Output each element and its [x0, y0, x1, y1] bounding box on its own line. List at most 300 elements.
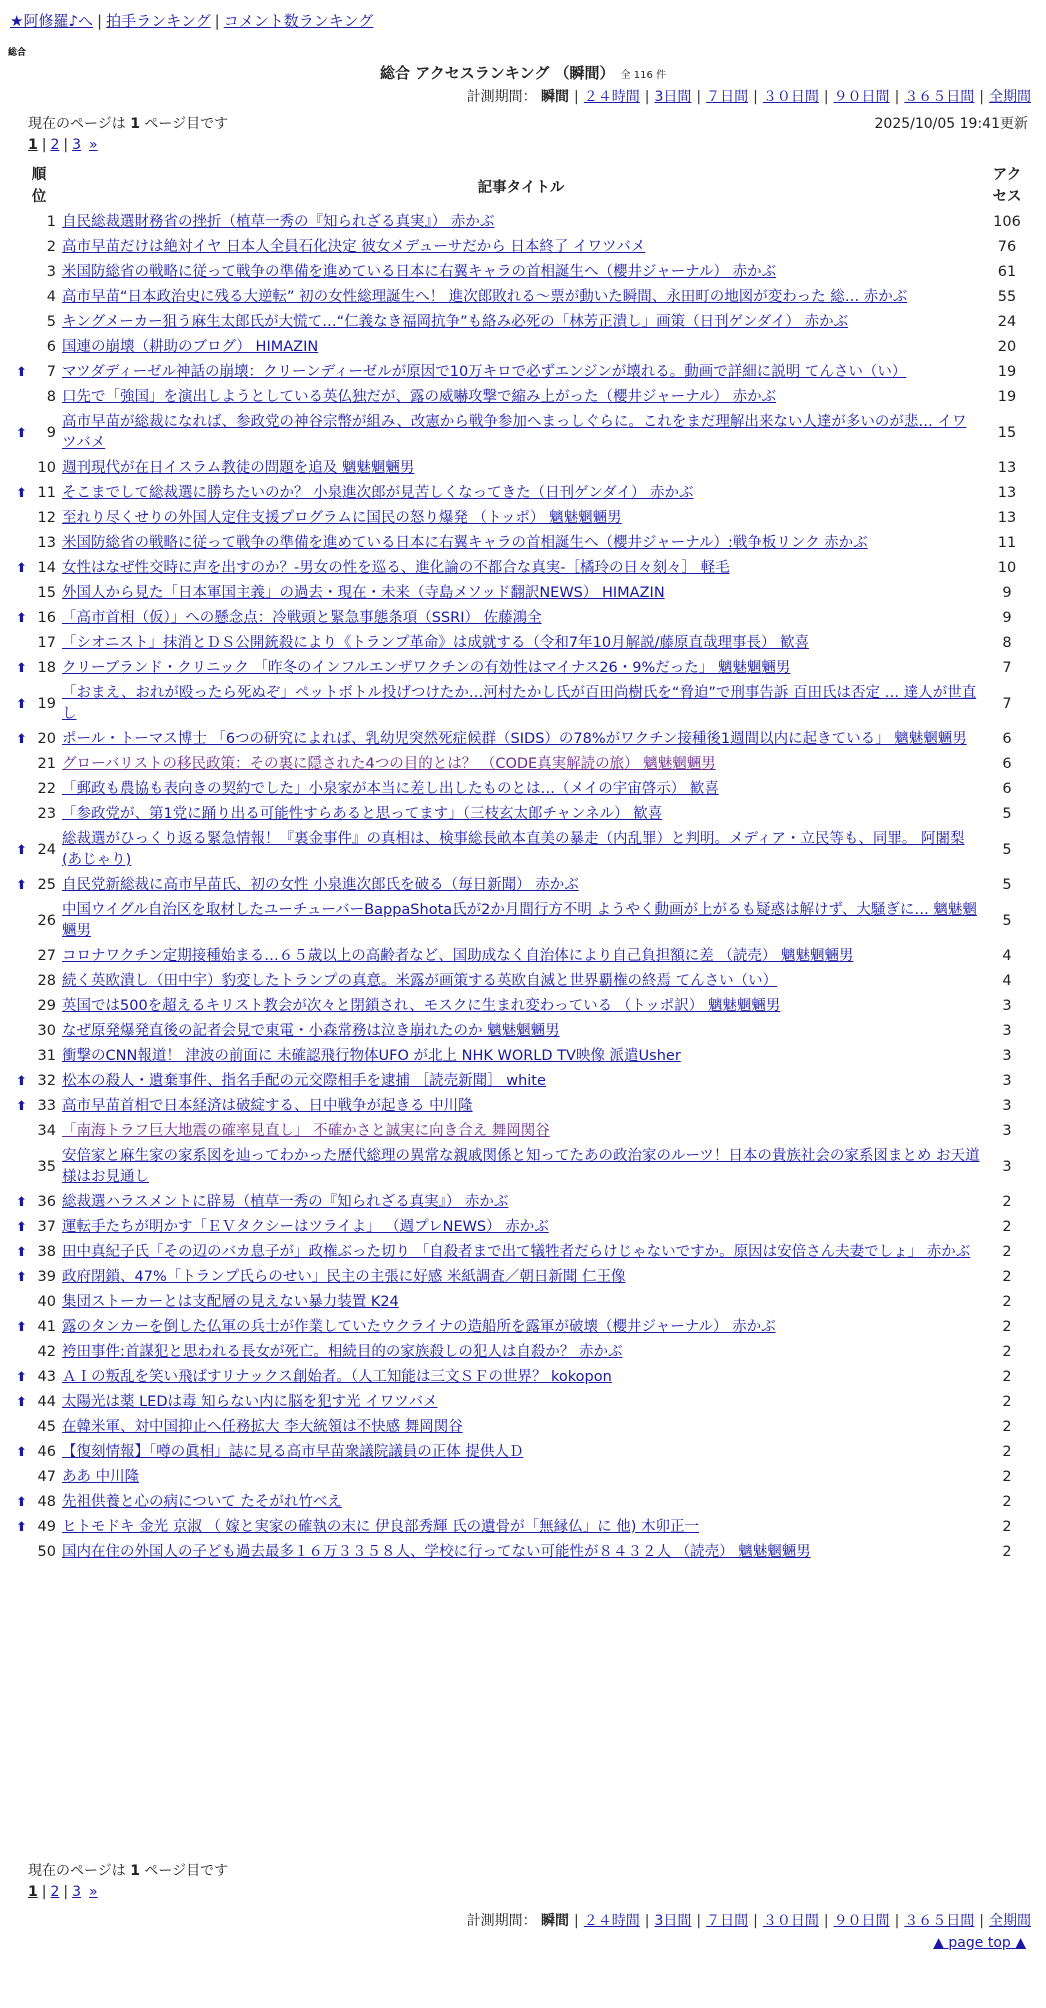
rank-cell	[18, 1290, 60, 1315]
period-label: 計測期間：	[466, 1913, 537, 1929]
title-cell	[60, 1415, 982, 1440]
article-link[interactable]: 太陽光は薬 LEDは毒 知らない内に脳を犯す光 イワツバメ	[62, 1394, 438, 1410]
nav-link-ashura[interactable]: ★阿修羅♪へ	[10, 12, 94, 30]
rank-cell	[18, 1440, 60, 1465]
pager-link-3[interactable]: 3	[72, 1884, 82, 1900]
rank-cell	[18, 1340, 60, 1365]
page-top-link[interactable]: ▲ page top ▲	[933, 1935, 1026, 1951]
rank-number: 40	[37, 1294, 56, 1310]
title-cell	[60, 506, 982, 531]
table-row	[18, 335, 1032, 360]
title-cell	[60, 944, 982, 969]
rank-cell	[18, 310, 60, 335]
article-link[interactable]: 国連の崩壊（耕助のブログ） HIMAZIN	[62, 339, 319, 355]
rank-cell	[18, 827, 60, 873]
page-info-prefix: 現在のページは	[28, 116, 126, 132]
rank-number: 42	[37, 1344, 56, 1360]
article-link[interactable]: 米国防総省の戦略に従って戦争の準備を進めている日本に右翼キャラの首相誕生へ（櫻井ジャーナル） 赤かぶ	[62, 264, 777, 280]
table-row	[18, 410, 1032, 456]
ranking-heading	[0, 62, 1046, 83]
table-row	[18, 827, 1032, 873]
rank-number: 6	[46, 339, 56, 355]
article-link[interactable]: 在韓米軍、対中国抑止へ任務拡大 李大統領は不快感 舞岡関谷	[62, 1419, 463, 1435]
rank-cell	[18, 1215, 60, 1240]
article-link[interactable]: 至れり尽くせりの外国人定住支援プログラムに国民の怒り爆発 （トッポ） 魑魅魍魎男	[62, 510, 622, 526]
rank-cell	[18, 556, 60, 581]
table-row	[18, 1440, 1032, 1465]
period-link-365d[interactable]: ３６５日間	[904, 1913, 975, 1929]
access-count: 7	[1002, 660, 1012, 676]
up-arrow-icon: ⬆	[16, 878, 27, 893]
up-arrow-icon: ⬆	[16, 661, 27, 676]
rank-cell	[18, 1515, 60, 1540]
access-count: 20	[997, 339, 1017, 355]
title-cell	[60, 410, 982, 456]
rank-number: 43	[37, 1369, 56, 1385]
period-link-90d[interactable]: ９０日間	[833, 89, 890, 105]
access-count: 2	[1002, 1544, 1012, 1560]
up-arrow-icon: ⬆	[16, 611, 27, 626]
rank-number: 14	[37, 560, 56, 576]
rank-number: 29	[37, 998, 56, 1014]
access-count: 55	[997, 289, 1017, 305]
period-link-24h[interactable]: ２４時間	[583, 1913, 640, 1929]
access-count: 9	[1002, 610, 1012, 626]
rank-cell	[18, 1365, 60, 1390]
title-cell	[60, 752, 982, 777]
article-link[interactable]: そこまでして総裁選に勝ちたいのか？ 小泉進次郎が見苦しくなってきた（日刊ゲンダイ） 赤かぶ	[62, 485, 694, 501]
rank-cell	[18, 1465, 60, 1490]
pager-link-2[interactable]: 2	[50, 137, 60, 153]
rank-number: 27	[37, 948, 56, 964]
up-arrow-icon: ⬆	[16, 1495, 27, 1510]
period-selector-top: 計測期間： 瞬間 | ２４時間 | 3日間 | ７日間 | ３０日間 | ９０日間 | ３６５日間 | 全期間	[466, 89, 1031, 105]
title-cell	[60, 802, 982, 827]
access-count: 3	[1002, 1123, 1012, 1139]
article-link[interactable]: グローバリストの移民政策：その裏に隠された4つの目的とは？ （CODE真実解読の旅） 魑魅魍魎男	[62, 756, 716, 772]
rank-cell	[18, 777, 60, 802]
table-row	[18, 285, 1032, 310]
article-link[interactable]: 政府閉鎖、47%「トランプ氏らのせい」民主の主張に好感 米紙調査／朝日新聞 仁王像	[62, 1269, 626, 1285]
article-link[interactable]: ＡＩの叛乱を笑い飛ばすリナックス創始者。（人工知能は三文ＳＦの世界？ kokopon	[62, 1369, 612, 1385]
rank-number: 49	[37, 1519, 56, 1535]
rank-number: 23	[37, 806, 56, 822]
up-arrow-icon: ⬆	[16, 1074, 27, 1089]
period-link-365d[interactable]: ３６５日間	[904, 89, 975, 105]
period-link-7d[interactable]: ７日間	[706, 1913, 749, 1929]
access-count: 5	[1002, 912, 1012, 929]
up-arrow-icon: ⬆	[16, 1195, 27, 1210]
title-cell	[60, 385, 982, 410]
nav-link-clap-ranking[interactable]: 拍手ランキング	[106, 12, 211, 30]
rank-number: 24	[37, 841, 56, 858]
rank-number: 22	[37, 781, 56, 797]
article-link[interactable]: マツダディーゼル神話の崩壊：クリーンディーゼルが原因で10万キロで必ずエンジンが壊れる。動画で詳細に説明 てんさい（い）	[62, 364, 907, 380]
rank-cell	[18, 531, 60, 556]
title-cell	[60, 631, 982, 656]
table-row	[18, 1144, 1032, 1190]
rank-number: 45	[37, 1419, 56, 1435]
table-row	[18, 606, 1032, 631]
article-link[interactable]: 「南海トラフ巨大地震の確率見直し」 不確かさと誠実に向き合え 舞岡関谷	[62, 1123, 550, 1139]
table-row	[18, 481, 1032, 506]
article-link[interactable]: 「シオニスト」抹消とＤＳ公開銃殺により《トランプ革命》は成就する（令和7年10月解説/藤原直哉理事長） 歓喜	[62, 635, 810, 651]
header-rank-text: 順位	[31, 167, 47, 205]
article-link[interactable]: 集団ストーカーとは支配層の見えない暴力装置 K24	[62, 1294, 399, 1310]
rank-cell	[18, 1490, 60, 1515]
table-row	[18, 802, 1032, 827]
title-cell	[60, 481, 982, 506]
access-count: 6	[1002, 731, 1012, 747]
title-cell	[60, 1365, 982, 1390]
rank-cell	[18, 410, 60, 456]
title-cell	[60, 969, 982, 994]
rank-cell	[18, 235, 60, 260]
rank-number: 17	[37, 635, 56, 651]
access-count: 19	[997, 389, 1017, 405]
rank-number: 28	[37, 973, 56, 989]
rank-number: 47	[37, 1469, 56, 1485]
table-header-row	[18, 162, 1032, 210]
rank-cell	[18, 898, 60, 944]
table-row	[18, 1340, 1032, 1365]
rank-number: 25	[37, 877, 56, 893]
access-count: 2	[1002, 1419, 1012, 1435]
access-count: 2	[1002, 1244, 1012, 1260]
title-cell	[60, 1215, 982, 1240]
rank-cell	[18, 210, 60, 235]
table-row	[18, 210, 1032, 235]
rank-number: 20	[37, 731, 56, 747]
access-count: 5	[1002, 841, 1012, 858]
rank-cell	[18, 385, 60, 410]
access-count: 2	[1002, 1294, 1012, 1310]
rank-number: 1	[46, 214, 56, 230]
article-link[interactable]: 先祖供養と心の病について たそがれ竹べえ	[62, 1494, 342, 1510]
access-count: 2	[1002, 1444, 1012, 1460]
rank-number: 7	[46, 364, 56, 380]
article-link[interactable]: 松本の殺人・遺棄事件、指名手配の元交際相手を逮捕 ［読売新聞］ white	[62, 1073, 546, 1089]
rank-cell	[18, 1019, 60, 1044]
up-arrow-icon: ⬆	[16, 1270, 27, 1285]
rank-cell	[18, 1265, 60, 1290]
rank-cell	[18, 873, 60, 898]
access-count: 10	[997, 560, 1017, 576]
pager-bottom: 1 | 2 | 3 »	[28, 1884, 98, 1900]
title-cell	[60, 606, 982, 631]
title-cell	[60, 1490, 982, 1515]
table-row	[18, 1069, 1032, 1094]
title-cell	[60, 681, 982, 727]
title-cell	[60, 1019, 982, 1044]
rank-cell	[18, 656, 60, 681]
rank-number: 15	[37, 585, 56, 601]
up-arrow-icon: ⬆	[16, 1445, 27, 1460]
title-cell	[60, 1540, 982, 1565]
access-count: 3	[1002, 1023, 1012, 1039]
access-count: 8	[1002, 635, 1012, 651]
rank-number: 31	[37, 1048, 56, 1064]
article-link[interactable]: 運転手たちが明かす「ＥＶタクシーはツライよ」 （週プレNEWS） 赤かぶ	[62, 1219, 549, 1235]
article-link[interactable]: 自民党新総裁に高市早苗氏、初の女性 小泉進次郎氏を破る（毎日新聞） 赤かぶ	[62, 877, 579, 893]
table-row	[18, 1390, 1032, 1415]
table-row	[18, 1465, 1032, 1490]
rank-number: 5	[46, 314, 56, 330]
access-count: 5	[1002, 806, 1012, 822]
article-link[interactable]: 「おまえ、おれが殴ったら死ぬぞ」ペットボトル投げつけたか…河村たかし氏が百田尚樹氏を“脅迫”で刑事告訴 百田氏は否定 … 達人が世直し	[62, 685, 977, 722]
table-row	[18, 1094, 1032, 1119]
up-arrow-icon: ⬆	[16, 486, 27, 501]
rank-cell	[18, 606, 60, 631]
table-row	[18, 360, 1032, 385]
rank-number: 50	[37, 1544, 56, 1560]
table-row	[18, 1119, 1032, 1144]
article-link[interactable]: 続く英欧潰し（田中宇）豹変したトランプの真意。米露が画策する英欧自滅と世界覇権の終焉 てんさい（い）	[62, 973, 778, 989]
article-link[interactable]: 自民総裁選財務省の挫折（植草一秀の『知られざる真実』） 赤かぶ	[62, 214, 495, 230]
rank-number: 44	[37, 1394, 56, 1410]
title-cell	[60, 777, 982, 802]
title-cell	[60, 1515, 982, 1540]
article-link[interactable]: 袴田事件:首謀犯と思われる長女が死亡。相続目的の家族殺しの犯人は自殺か？ 赤かぶ	[62, 1344, 623, 1360]
access-count: 2	[1002, 1469, 1012, 1485]
rank-cell	[18, 360, 60, 385]
title-cell	[60, 235, 982, 260]
title-cell	[60, 531, 982, 556]
rank-cell	[18, 1540, 60, 1565]
table-row	[18, 873, 1032, 898]
rank-cell	[18, 994, 60, 1019]
rank-number: 12	[37, 510, 56, 526]
access-count: 2	[1002, 1269, 1012, 1285]
article-link[interactable]: クリーブランド・クリニック 「昨冬のインフルエンザワクチンの有効性はマイナス26・9%だった」 魑魅魍魎男	[62, 660, 791, 676]
period-selector-bottom: 計測期間： 瞬間 | ２４時間 | 3日間 | ７日間 | ３０日間 | ９０日間 | ３６５日間 | 全期間	[466, 1913, 1031, 1929]
rank-cell	[18, 1044, 60, 1069]
table-row	[18, 581, 1032, 606]
page-info-suffix: ページ目です	[144, 116, 229, 132]
table-row	[18, 1215, 1032, 1240]
table-row	[18, 385, 1032, 410]
period-link-all[interactable]: 全期間	[989, 1913, 1031, 1929]
rank-number: 34	[37, 1123, 56, 1139]
article-link[interactable]: 国内在住の外国人の子ども過去最多１６万３３５８人、学校に行ってない可能性が８４３２人 （読売） 魑魅魍魎男	[62, 1544, 811, 1560]
rank-number: 21	[37, 756, 56, 772]
title-cell	[60, 1265, 982, 1290]
article-link[interactable]: 【復刻情報】「噂の眞相」誌に見る高市早苗衆議院議員の正体 提供人Ｄ	[62, 1444, 524, 1460]
page-info-number: 1	[130, 1863, 140, 1879]
access-count: 2	[1002, 1219, 1012, 1235]
article-link[interactable]: 口先で「強国」を演出しようとしている英仏独だが、露の威嚇攻撃で縮み上がった（櫻井ジャーナル） 赤かぶ	[62, 389, 777, 405]
page-info-number: 1	[130, 116, 140, 132]
category-label: 総合	[8, 48, 27, 58]
article-link[interactable]: ああ 中川隆	[62, 1469, 140, 1485]
article-link[interactable]: なぜ原発爆発直後の記者会見で東電・小森常務は泣き崩れたのか 魑魅魍魎男	[62, 1023, 560, 1039]
article-link[interactable]: ポール・トーマス博士 「6つの研究によれば、乳幼児突然死症候群（SIDS）の78%がワクチン接種後1週間以内に起きている」 魑魅魍魎男	[62, 731, 967, 747]
article-link[interactable]: 総裁選がひっくり返る緊急情報！『裏金事件』の真相は、検事総長畝本直美の暴走（内乱罪）と判明。メディア・立民等も、同罪。 阿闍梨(あじゃり)	[62, 831, 965, 868]
title-cell	[60, 1240, 982, 1265]
article-link[interactable]: 田中真紀子氏「その辺のバカ息子が」政権ぶった切り 「自殺者まで出て犠牲者だらけじゃないですか。原因は安倍さん夫妻でしょ」 赤かぶ	[62, 1244, 971, 1260]
rank-cell	[18, 456, 60, 481]
period-link-30d[interactable]: ３０日間	[762, 89, 819, 105]
table-row	[18, 1315, 1032, 1340]
article-link[interactable]: 米国防総省の戦略に従って戦争の準備を進めている日本に右翼キャラの首相誕生へ（櫻井ジャーナル）:戦争板リンク 赤かぶ	[62, 535, 868, 551]
article-link[interactable]: 高市早苗だけは絶対イヤ 日本人全員石化決定 彼女メデューサだから 日本終了 イワツバメ	[62, 239, 646, 255]
period-link-3d[interactable]: 3日間	[654, 1913, 692, 1929]
title-cell	[60, 1190, 982, 1215]
page-title: 総合 アクセスランキング （瞬間）	[380, 64, 615, 82]
up-arrow-icon: ⬆	[16, 1520, 27, 1535]
period-link-all[interactable]: 全期間	[989, 89, 1031, 105]
period-link-30d[interactable]: ３０日間	[762, 1913, 819, 1929]
access-count: 4	[1002, 948, 1012, 964]
table-row	[18, 556, 1032, 581]
article-link[interactable]: 高市早苗“日本政治史に残る大逆転” 初の女性総理誕生へ！ 進次郎敗れる～票が動いた瞬間、永田町の地図が変わった 総… 赤かぶ	[62, 289, 908, 305]
article-link[interactable]: 衝撃のCNN報道！ 津波の前面に 未確認飛行物体UFO が北上 NHK WORLD TV映像 派遣Usher	[62, 1048, 681, 1064]
article-link[interactable]: 外国人から見た「日本軍国主義」の過去・現在・未来（寺島メソッド翻訳NEWS） HIMAZIN	[62, 585, 665, 601]
access-count: 19	[997, 364, 1017, 380]
up-arrow-icon: ⬆	[16, 1395, 27, 1410]
rank-cell	[18, 481, 60, 506]
article-link[interactable]: 女性はなぜ性交時に声を出すのか？-男女の性を巡る、進化論の不都合な真実-［橘玲の日々刻々］ 軽毛	[62, 560, 730, 576]
table-row	[18, 898, 1032, 944]
rank-number: 3	[46, 264, 56, 280]
ranking-table	[18, 162, 1032, 1565]
rank-number: 4	[46, 289, 56, 305]
table-row	[18, 752, 1032, 777]
rank-cell	[18, 1119, 60, 1144]
rank-number: 33	[37, 1098, 56, 1114]
article-link[interactable]: 「参政党が、第1党に踊り出る可能性すらあると思ってます」（三枝玄太郎チャンネル） 歓喜	[62, 806, 663, 822]
rank-cell	[18, 1144, 60, 1190]
rank-number: 32	[37, 1073, 56, 1089]
access-count: 3	[1002, 1048, 1012, 1064]
title-cell	[60, 1390, 982, 1415]
rank-cell	[18, 1240, 60, 1265]
period-label: 計測期間：	[466, 89, 537, 105]
access-count: 3	[1002, 998, 1012, 1014]
table-row	[18, 1540, 1032, 1565]
table-row	[18, 506, 1032, 531]
rank-number: 38	[37, 1244, 56, 1260]
updated-timestamp: 2025/10/05 19:41更新	[874, 116, 1028, 132]
table-row	[18, 1415, 1032, 1440]
period-current: 瞬間	[541, 1913, 570, 1929]
access-count: 7	[1002, 695, 1012, 712]
page-info-bottom	[28, 1860, 228, 1880]
pager-link-2[interactable]: 2	[50, 1884, 60, 1900]
rank-number: 26	[37, 912, 56, 929]
rank-number: 13	[37, 535, 56, 551]
up-arrow-icon: ⬆	[16, 1220, 27, 1235]
rank-cell	[18, 581, 60, 606]
article-link[interactable]: 高市早苗首相で日本経済は破綻する、日中戦争が起きる 中川隆	[62, 1098, 473, 1114]
title-cell	[60, 727, 982, 752]
title-cell	[60, 1290, 982, 1315]
pager-link-next[interactable]: »	[89, 1884, 98, 1900]
access-count: 2	[1002, 1344, 1012, 1360]
pager-link-next[interactable]: »	[89, 137, 98, 153]
article-link[interactable]: 露のタンカーを倒した仏軍の兵士が作業していたウクライナの造船所を露軍が破壊（櫻井ジャーナル） 赤かぶ	[62, 1319, 776, 1335]
article-link[interactable]: キングメーカー狙う麻生太郎氏が大慌て…“仁義なき福岡抗争”も絡み必死の「林芳正潰し」画策（日刊ゲンダイ） 赤かぶ	[62, 314, 849, 330]
up-arrow-icon: ⬆	[16, 365, 27, 380]
access-count: 13	[997, 485, 1017, 501]
up-arrow-icon: ⬆	[16, 1099, 27, 1114]
table-row	[18, 235, 1032, 260]
rank-cell	[18, 681, 60, 727]
rank-number: 48	[37, 1494, 56, 1510]
period-link-3d[interactable]: 3日間	[654, 89, 692, 105]
article-link[interactable]: コロナワクチン定期接種始まる…６５歳以上の高齢者など、国助成なく自治体により自己負担額に差 （読売） 魑魅魍魎男	[62, 948, 854, 964]
rank-number: 9	[46, 424, 56, 441]
access-count: 76	[997, 239, 1017, 255]
header-access-text: アクセス	[992, 167, 1022, 205]
rank-number: 30	[37, 1023, 56, 1039]
article-link[interactable]: 中国ウイグル自治区を取材したユーチューバーBappaShota氏が2か月間行方不明 ようやく動画が上がるも疑惑は解けず、大騒ぎに… 魑魅魍魎男	[62, 902, 977, 939]
access-count: 61	[997, 264, 1017, 280]
access-count: 3	[1002, 1098, 1012, 1114]
table-row	[18, 777, 1032, 802]
access-count: 6	[1002, 756, 1012, 772]
rank-cell	[18, 1315, 60, 1340]
period-link-90d[interactable]: ９０日間	[833, 1913, 890, 1929]
article-link[interactable]: 総裁選ハラスメントに辟易（植草一秀の『知られざる真実』） 赤かぶ	[62, 1194, 509, 1210]
period-link-24h[interactable]: ２４時間	[583, 89, 640, 105]
table-row	[18, 944, 1032, 969]
up-arrow-icon: ⬆	[16, 1245, 27, 1260]
article-link[interactable]: 英国では500を超えるキリスト教会が次々と閉鎖され、モスクに生まれ変わっている （トッポ訳） 魑魅魍魎男	[62, 998, 781, 1014]
article-link[interactable]: ヒトモドキ 金光 京淑 （ 嫁と実家の確執の末に 伊良部秀輝 氏の遺骨が「無縁仏」に 他) 木卯正一	[62, 1519, 700, 1535]
pager-current: 1	[28, 1884, 38, 1900]
title-cell	[60, 556, 982, 581]
access-count: 2	[1002, 1194, 1012, 1210]
article-link[interactable]: 「郵政も農協も表向きの契約でした」小泉家が本当に差し出したものとは…（メイの宇宙啓示） 歓喜	[62, 781, 719, 797]
rank-number: 36	[37, 1194, 56, 1210]
rank-number: 18	[37, 660, 56, 676]
article-link[interactable]: 安倍家と麻生家の家系図を辿ってわかった歴代総理の異常な親戚関係と知ってたあの政治家のルーツ！日本の貴族社会の家系図まとめ お天道様はお見通し	[62, 1148, 980, 1185]
article-link[interactable]: 「高市首相（仮）」への懸念点：冷戦頭と緊急事態条項（SSRI） 佐藤鴻全	[62, 610, 542, 626]
title-cell	[60, 210, 982, 235]
rank-cell	[18, 1415, 60, 1440]
table-row	[18, 631, 1032, 656]
access-count: 2	[1002, 1519, 1012, 1535]
table-row	[18, 1190, 1032, 1215]
up-arrow-icon: ⬆	[16, 696, 27, 712]
top-navigation	[10, 10, 373, 31]
pager-link-3[interactable]: 3	[72, 137, 82, 153]
access-count: 2	[1002, 1394, 1012, 1410]
up-arrow-icon: ⬆	[16, 1320, 27, 1335]
access-count: 3	[1002, 1073, 1012, 1089]
rank-cell	[18, 727, 60, 752]
rank-number: 8	[46, 389, 56, 405]
title-cell	[60, 898, 982, 944]
rank-number: 2	[46, 239, 56, 255]
rank-number: 19	[37, 695, 56, 712]
title-cell	[60, 310, 982, 335]
rank-cell	[18, 260, 60, 285]
title-cell	[60, 581, 982, 606]
title-cell	[60, 285, 982, 310]
article-link[interactable]: 高市早苗が総裁になれば、参政党の神谷宗幣が組み、改憲から戦争参加へまっしぐらに。これをまだ理解出来ない人達が多いのが悲… イワツバメ	[62, 414, 967, 451]
title-cell	[60, 1340, 982, 1365]
table-row	[18, 260, 1032, 285]
access-count: 15	[997, 424, 1017, 441]
nav-link-comment-ranking[interactable]: コメント数ランキング	[223, 12, 374, 30]
table-row	[18, 969, 1032, 994]
title-cell	[60, 335, 982, 360]
table-row	[18, 456, 1032, 481]
article-link[interactable]: 週刊現代が在日イスラム教徒の問題を追及 魑魅魍魎男	[62, 460, 415, 476]
period-link-7d[interactable]: ７日間	[706, 89, 749, 105]
